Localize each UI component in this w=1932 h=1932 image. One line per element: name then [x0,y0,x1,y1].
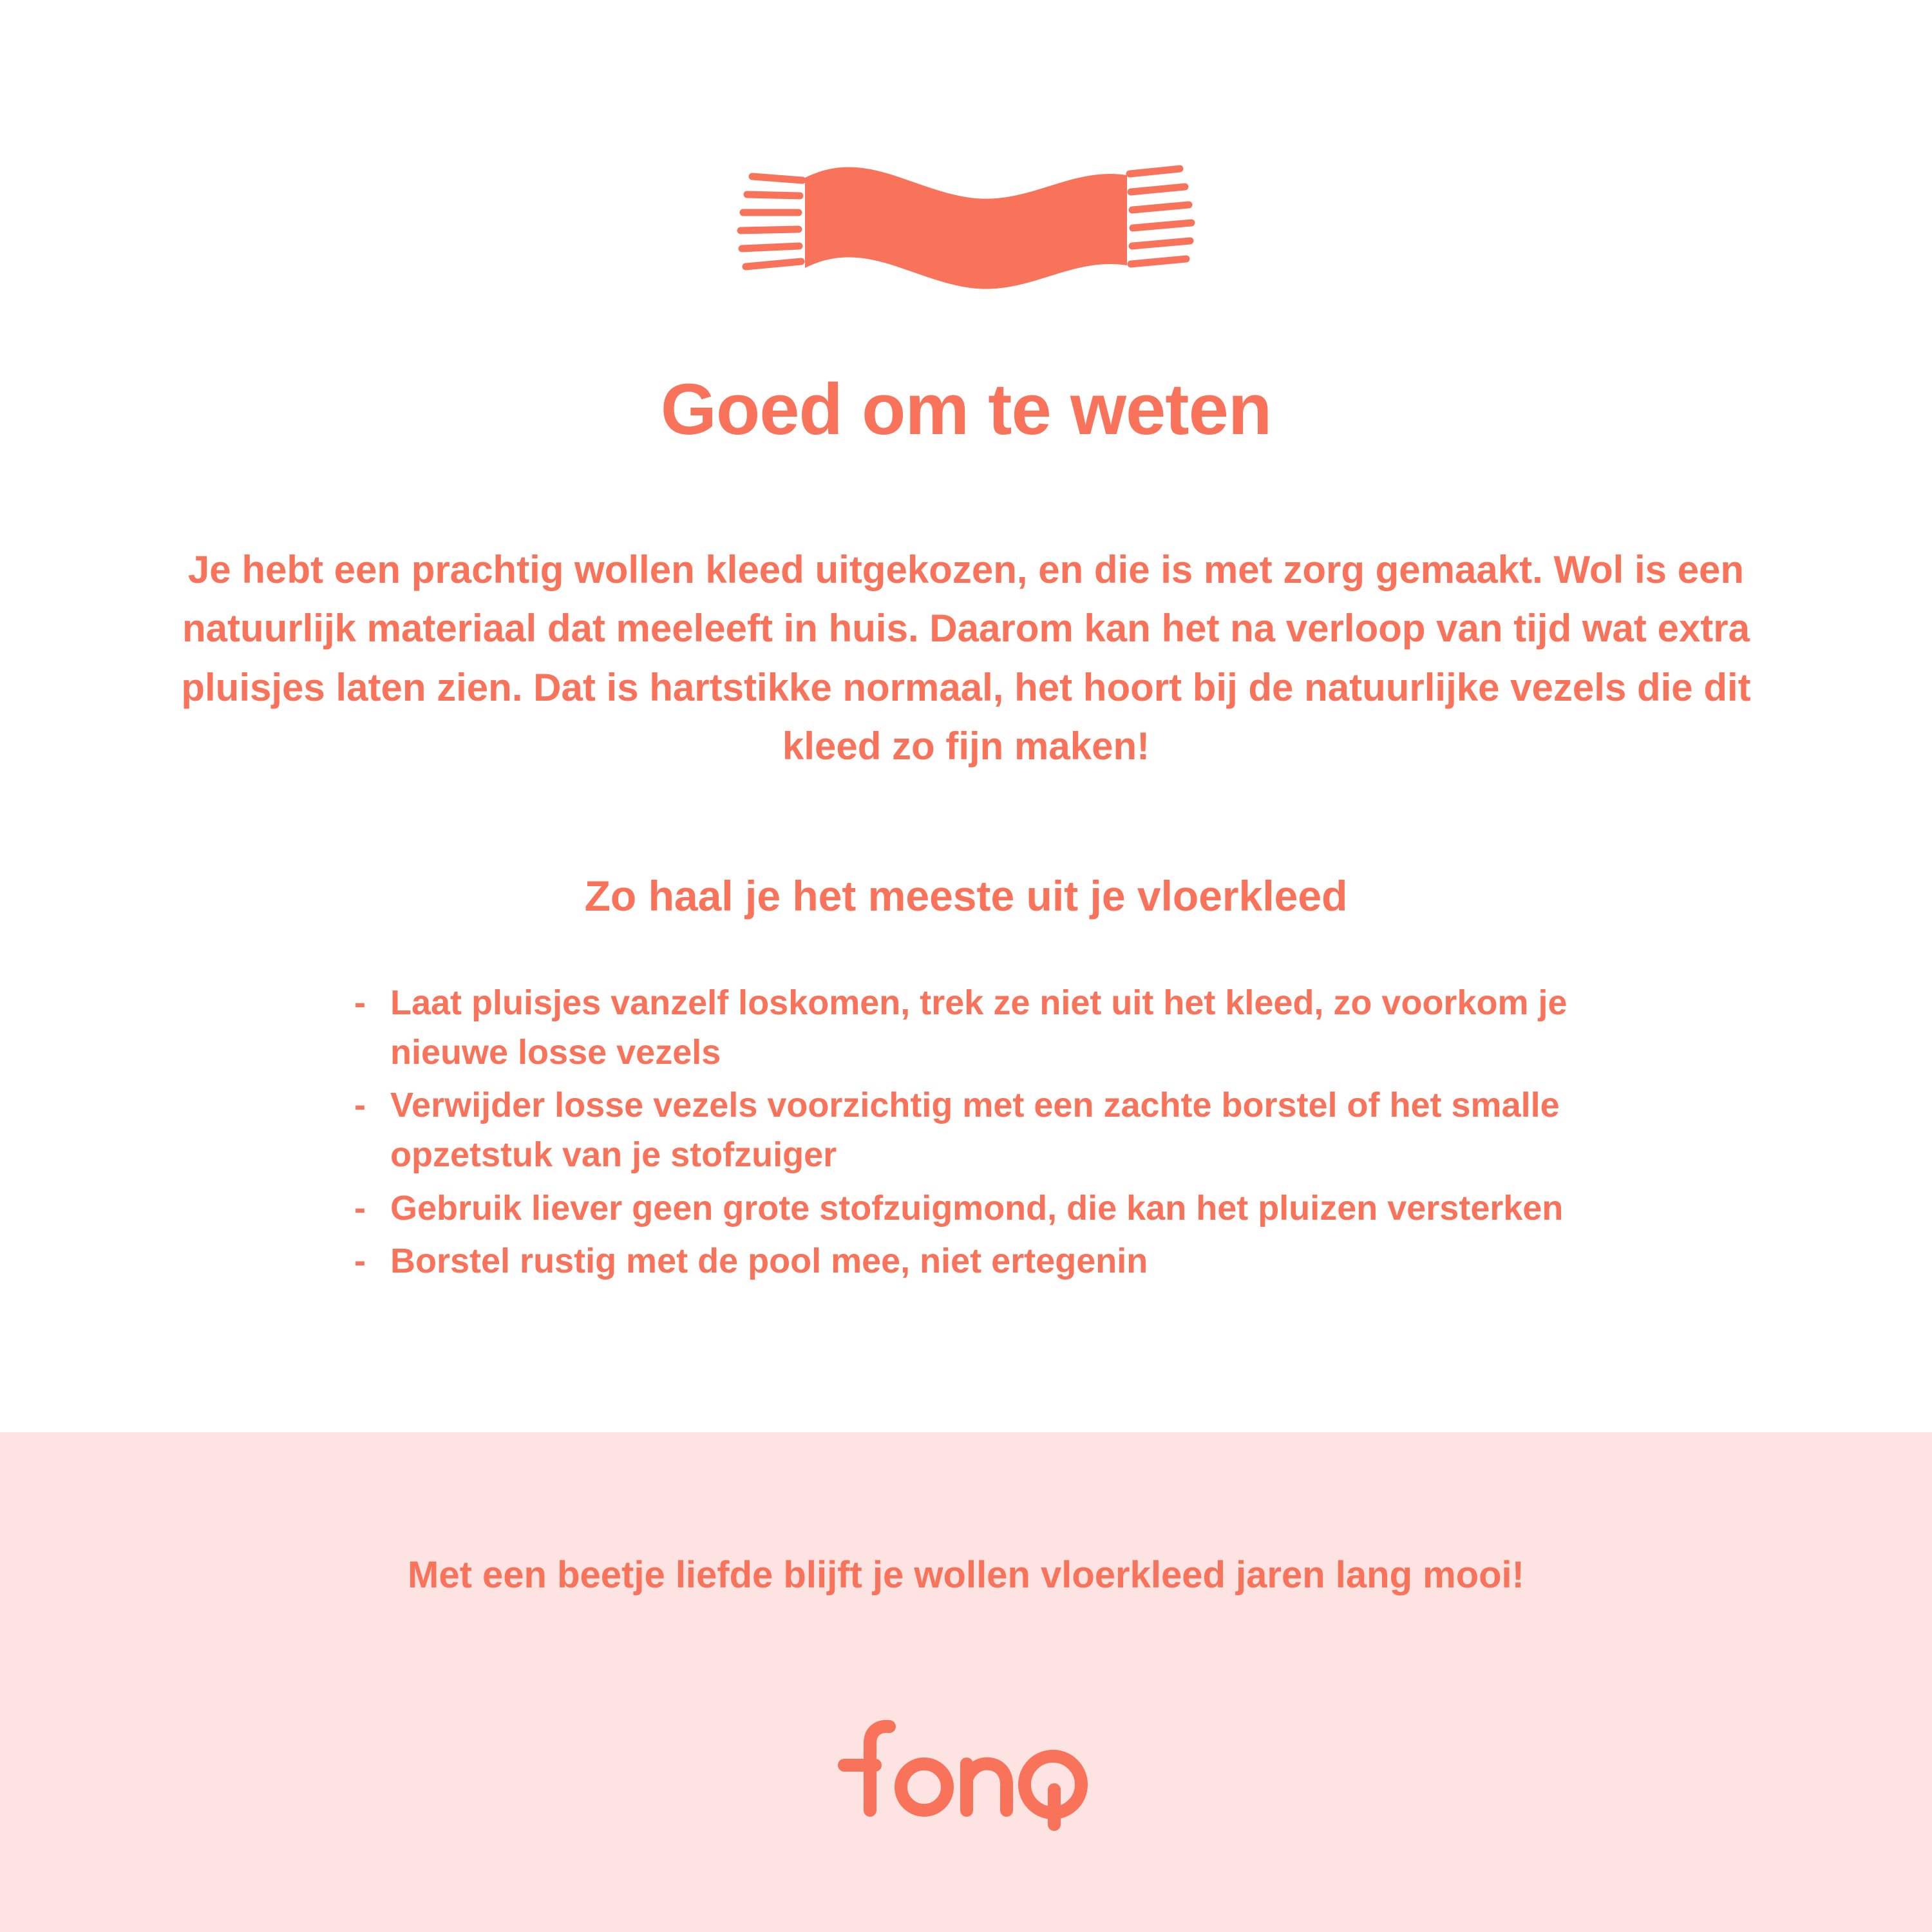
section-subtitle: Zo haal je het meeste uit je vloerkleed [584,871,1348,920]
fonq-logo [828,1714,1104,1836]
footer-note: Met een beetje liefde blijft je wollen vloerkleed jaren lang mooi! [408,1554,1524,1596]
page-title: Goed om te weten [660,369,1272,450]
bullet-marker: - [354,1086,366,1125]
list-item-text: Laat pluisjes vanzelf loskomen, trek ze niet uit het kleed, zo voorkom je nieuwe losse vezels [390,983,1567,1072]
list-item [354,1184,1578,1233]
rug-icon [676,152,1256,319]
footer-section [0,1432,1932,1932]
bullet-marker: - [354,983,366,1023]
bullet-marker: - [354,1242,366,1281]
intro-paragraph: Je hebt een prachtig wollen kleed uitgekozen, en die is met zorg gemaakt. Wol is een natuurlijk materiaal dat meeleeft in huis. Daarom kan het na verloop van tijd wat extra pluisjes laten zien. Dat is hartstikke normaal, het hoort bij de natuurlijke vezels die dit kleed zo fijn maken! [181,548,1751,768]
bullet-marker: - [354,1188,366,1227]
list-item [354,1081,1578,1179]
list-item-text: Borstel rustig met de pool mee, niet ertegenin [390,1242,1148,1281]
list-item [354,978,1578,1077]
tips-list [354,978,1578,1290]
list-item-text: Gebruik liever geen grote stofzuigmond, die kan het pluizen versterken [390,1188,1564,1227]
list-item [354,1236,1578,1286]
list-item-text: Verwijder losse vezels voorzichtig met een zachte borstel of het smalle opzetstuk van je stofzuiger [390,1086,1560,1175]
